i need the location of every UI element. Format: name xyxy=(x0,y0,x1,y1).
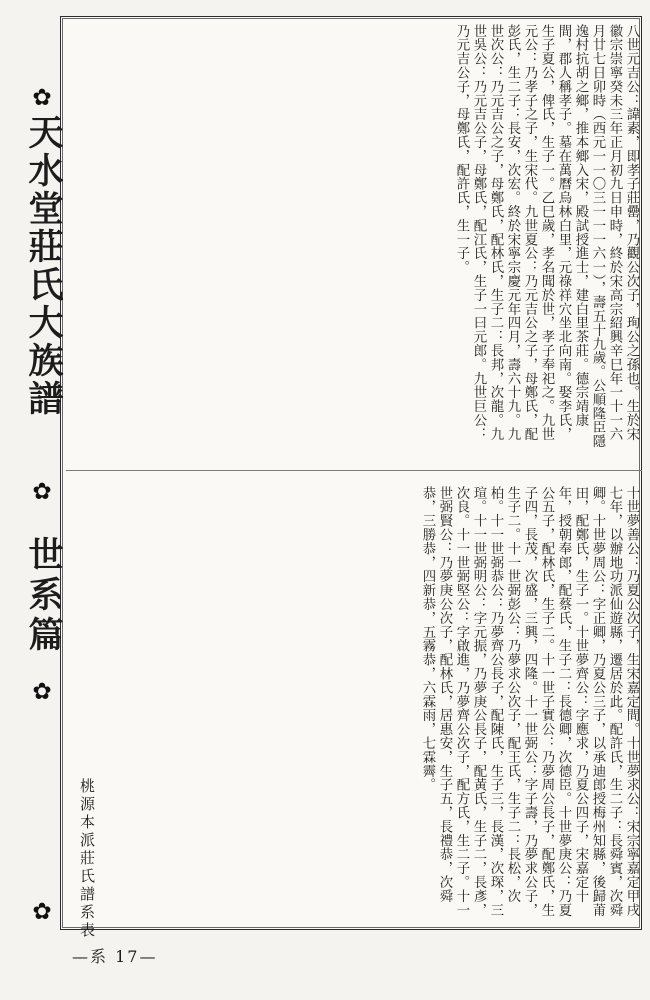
title-band xyxy=(16,16,70,928)
section-divider xyxy=(66,470,642,471)
page-number-footer: —系 17— xyxy=(72,947,158,966)
flower-ornament-icon: ✿ xyxy=(32,85,52,111)
genealogy-paragraph-lower: 十世夢善公：乃夏公次子，生宋嘉定間。十世夢求公：宋宗寧嘉定甲戌七年，以辦地功派仙遊縣，遷居於此。配許氏，生二子：長舜賓，次舜卿。十世夢周公：字正卿，乃夏公三子，以承迪郎授梅州知縣，後歸莆田，配鄭氏，生子一。十世夢齊公：字應求，乃夏公四子，宋嘉定十年，授朝奉郎，配蔡氏，生子二：長德卿，次德臣。十世夢庚公：乃夏公五子，配林氏，生子二。十一世子實公：乃夢周公長子，配鄭氏，生子四，長茂，次盛，三興，四隆。十一世弼公：字子壽，乃夢求公子，生子二。十一世弼彭公：乃夢求公次子，配王氏，生子二：長松，次柏。十一世弼恭公：乃夢齊公長子，配陳氏，生子三，長漢，次琛，三瑄。十一世弼明公：字元振，乃夢庚公長子，配黃氏，生子二，長彥，次良。十一世弼堅公：字啟進，乃夢齊公次子，配方氏，生二子。十一世弼賢公：乃夢庚公次子，配林氏，居惠安，生子五，長禮恭，次舜恭，三勝恭，四新恭，五霧恭，六霖雨，七霖霽。 xyxy=(420,486,639,917)
branch-title: 桃源本派莊氏譜系表 xyxy=(78,778,96,940)
section-title: 世系篇 xyxy=(23,536,64,656)
genealogy-paragraph-upper: 八世元吉公：諱素，即孝子莊罍，乃觀公次子，珣公之孫也。生於宋徽宗崇寧癸未三年正月初九日申時，終於宋高宗紹興辛巳年一十一六月廿七日卯時（西元一一〇三一一一六一），壽五十九歲。公順隆臣隱逸村抗胡之鄉，推本鄉入宋，殿試授進士，建白里茶莊。德宗靖康間，郡人稱孝子。墓在萬曆烏林白里，元祿祥穴坐北向南。娶李氏，生子夏公，俾氏，生子一。乙巳歲，孝名聞於世，孝子奉祀之。九世元公：乃孝子之子，生宋代。九世夏公：乃元吉公之子，母鄭氏，配彭氏，生二子：長安，次宏。終於宋寧宗慶元年四月，壽六十九。九世次公：乃元吉公之子，母鄭氏，配林氏，生子二：長邦，次龍。九世吳公：乃元吉公子，母鄭氏，配江氏，生子一曰元郎。九世巨公：乃元吉公子，母鄭氏，配許氏，生一子。 xyxy=(454,24,639,449)
flower-ornament-icon: ✿ xyxy=(32,899,52,925)
page-title xyxy=(16,114,70,418)
genealogy-text-lower xyxy=(95,486,640,918)
genealogy-text-upper xyxy=(95,24,640,454)
title-main-text: 天水堂莊氏大族譜 xyxy=(23,114,64,418)
flower-ornament-icon: ✿ xyxy=(32,479,52,505)
flower-ornament-icon: ✿ xyxy=(32,679,52,705)
